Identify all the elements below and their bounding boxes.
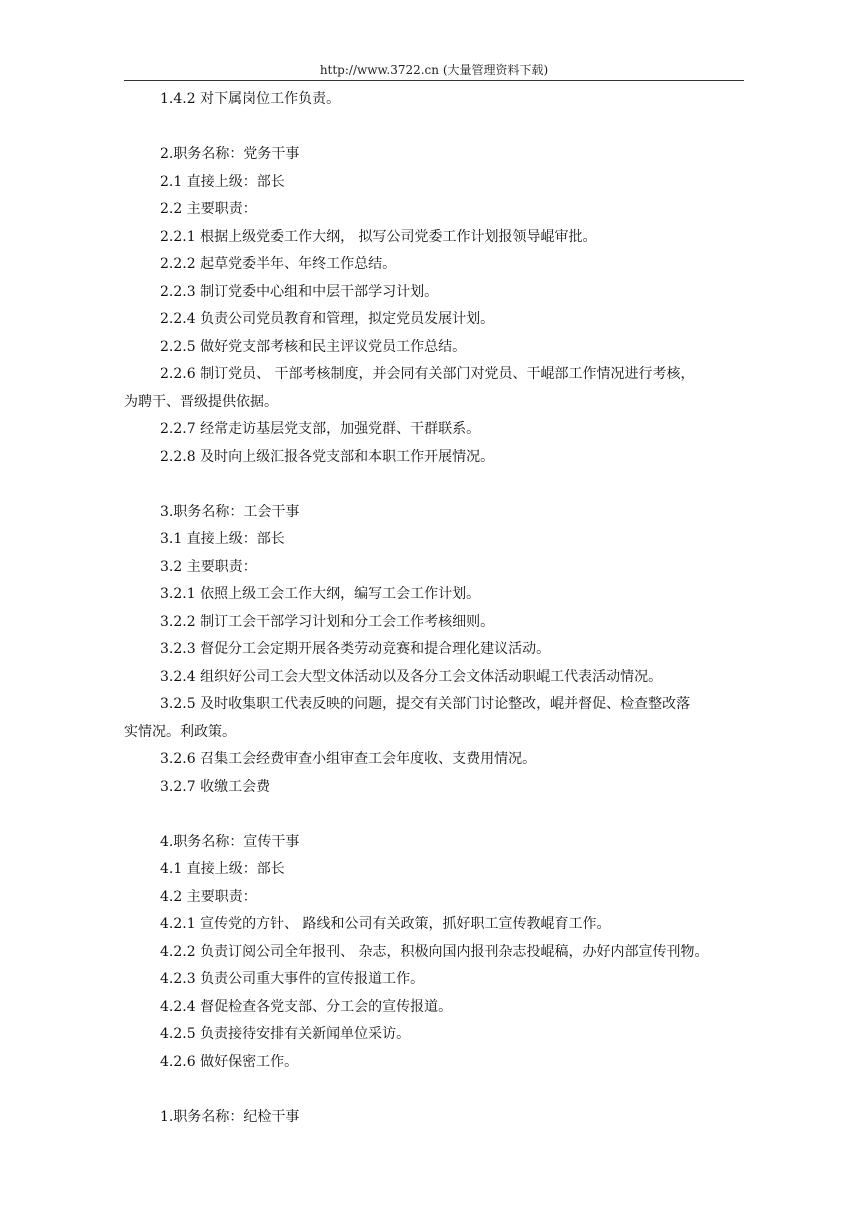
text-line: 2.2.3 制订党委中心组和中层干部学习计划。: [160, 283, 439, 300]
text-line: 3.2.5 及时收集职工代表反映的问题，提交有关部门讨论整改，崐并督促、检查整改落: [160, 696, 691, 712]
text-line: 4.2.3 负责公司重大事件的宣传报道工作。: [160, 971, 425, 987]
text-line: 3.2.4 组织好公司工会大型文体活动以及各分工会文体活动职崐工代表活动情况。: [160, 668, 663, 685]
section-heading: 4.职务名称：宣传干事: [160, 833, 300, 850]
text-line: 3.2.6 召集工会经费审查小组审查工会年度收、支费用情况。: [160, 751, 537, 767]
text-line: 2.2.7 经常走访基层党支部，加强党群、干群联系。: [160, 421, 481, 437]
paragraph-gap: [124, 801, 756, 829]
text-line: 4.2.2 负责订阅公司全年报刊、 杂志，积极向国内报刊杂志投崐稿，办好内部宣传刊物。: [160, 943, 709, 960]
text-line: 2.2.2 起草党委半年、年终工作总结。: [160, 256, 397, 272]
text-line: 2.1 直接上级：部长: [160, 173, 285, 190]
text-line: 3.2 主要职责：: [160, 558, 257, 575]
text-line: 3.2.2 制订工会干部学习计划和分工会工作考核细则。: [160, 613, 495, 630]
text-line: 2.2.5 做好党支部考核和民主评议党员工作总结。: [160, 338, 467, 355]
document-body: [124, 86, 756, 1131]
text-line: 4.2.1 宣传党的方针、 路线和公司有关政策，抓好职工宣传教崐育工作。: [160, 916, 611, 932]
text-line-continuation: 为聘干、晋级提供依据。: [124, 393, 278, 410]
paragraph-gap: [124, 114, 756, 142]
section-heading: 2.职务名称：党务干事: [160, 146, 300, 162]
paragraph-gap: [124, 471, 756, 499]
text-line: 3.2.3 督促分工会定期开展各类劳动竞赛和提合理化建议活动。: [160, 641, 551, 657]
text-line: 3.2.7 收缴工会费: [160, 778, 271, 795]
text-line: 3.2.1 依照上级工会工作大纲，编写工会工作计划。: [160, 586, 481, 602]
text-line: 4.2.6 做好保密工作。: [160, 1053, 299, 1070]
text-line: 4.2.4 督促检查各党支部、分工会的宣传报道。: [160, 998, 453, 1015]
text-line: 2.2.1 根据上级党委工作大纲， 拟写公司党委工作计划报领导崐审批。: [160, 228, 597, 245]
text-line: 2.2.8 及时向上级汇报各党支部和本职工作开展情况。: [160, 448, 495, 465]
text-line-continuation: 实情况。利政策。: [124, 723, 236, 740]
text-line: 2.2.4 负责公司党员教育和管理，拟定党员发展计划。: [160, 311, 495, 327]
header-divider: [124, 80, 744, 81]
text-line: 4.2.5 负责接待安排有关新闻单位采访。: [160, 1026, 411, 1042]
page-header: http://www.3722.cn (大量管理资料下载): [319, 63, 549, 77]
section-heading: 1.职务名称：纪检干事: [160, 1108, 300, 1125]
text-line: 3.1 直接上级：部长: [160, 531, 285, 547]
text-line: 1.4.2 对下属岗位工作负责。: [160, 91, 341, 107]
text-line: 2.2.6 制订党员、 干部考核制度，并会同有关部门对党员、干崐部工作情况进行考核，: [160, 366, 695, 382]
paragraph-gap: [124, 1076, 756, 1104]
text-line: 4.1 直接上级：部长: [160, 861, 285, 877]
text-line: 4.2 主要职责：: [160, 888, 257, 905]
section-heading: 3.职务名称：工会干事: [160, 503, 300, 520]
text-line: 2.2 主要职责：: [160, 201, 257, 217]
